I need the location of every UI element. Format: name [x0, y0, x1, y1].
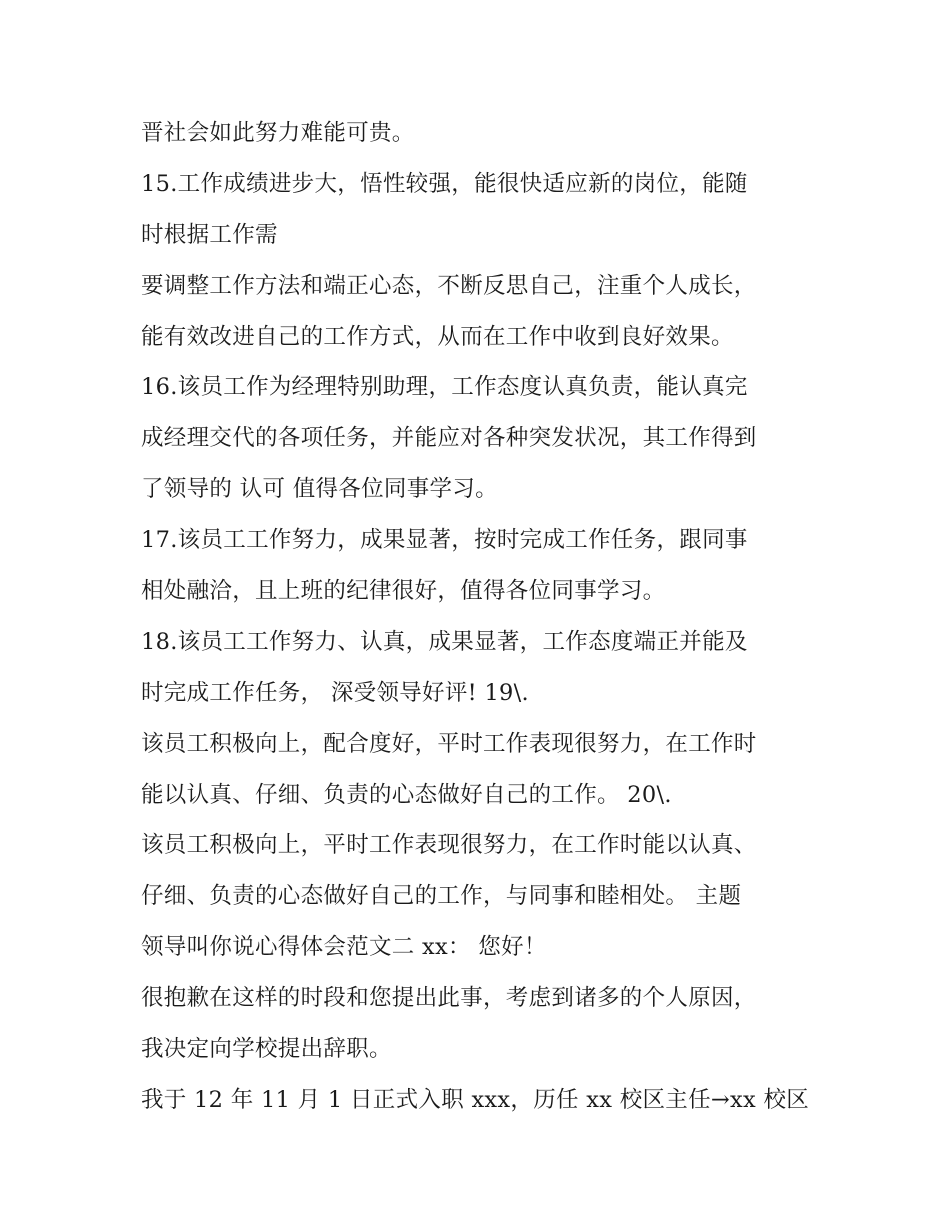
text-line: 成经理交代的各项任务，并能应对各种突发状况，其工作得到	[141, 425, 757, 452]
text-line: 17.该员工工作努力，成果显著，按时完成工作任务，跟同事	[141, 527, 748, 554]
text-line: 能以认真、仔细、负责的心态做好自己的工作。 20\.	[141, 781, 672, 808]
document-body	[141, 108, 841, 1126]
text-line: 要调整工作方法和端正心态，不断反思自己，注重个人成长，	[141, 272, 757, 299]
text-line: 领导叫你说心得体会范文二 xx： 您好！	[141, 934, 547, 961]
text-line: 晋社会如此努力难能可贵。	[141, 120, 415, 146]
text-line: 15.工作成绩进步大，悟性较强，能很快适应新的岗位，能随	[141, 170, 748, 197]
text-line: 仔细、负责的心态做好自己的工作，与同事和睦相处。 主题	[141, 883, 742, 910]
text-line: 18.该员工工作努力、认真，成果显著，工作态度端正并能及	[141, 628, 748, 655]
text-line: 该员工积极向上，平时工作表现很努力，在工作时能以认真、	[141, 832, 757, 859]
text-line: 时根据工作需	[141, 221, 278, 248]
text-line: 该员工积极向上，配合度好，平时工作表现很努力，在工作时	[141, 730, 757, 757]
text-line: 很抱歉在这样的时段和您提出此事，考虑到诸多的个人原因，	[141, 985, 757, 1012]
text-line: 我决定向学校提出辞职。	[141, 1036, 392, 1063]
text-line: 时完成工作任务， 深受领导好评! 19\.	[141, 679, 530, 706]
text-line: 16.该员工作为经理特别助理，工作态度认真负责，能认真完	[141, 374, 748, 401]
text-line: 我于 12 年 11 月 1 日正式入职 xxx，历任 xx 校区主任→xx 校区	[141, 1086, 810, 1113]
text-line: 相处融洽，且上班的纪律很好，值得各位同事学习。	[141, 578, 666, 605]
text-line: 了领导的 认可 值得各位同事学习。	[141, 476, 498, 503]
text-line: 能有效改进自己的工作方式，从而在工作中收到良好效果。	[141, 323, 734, 350]
